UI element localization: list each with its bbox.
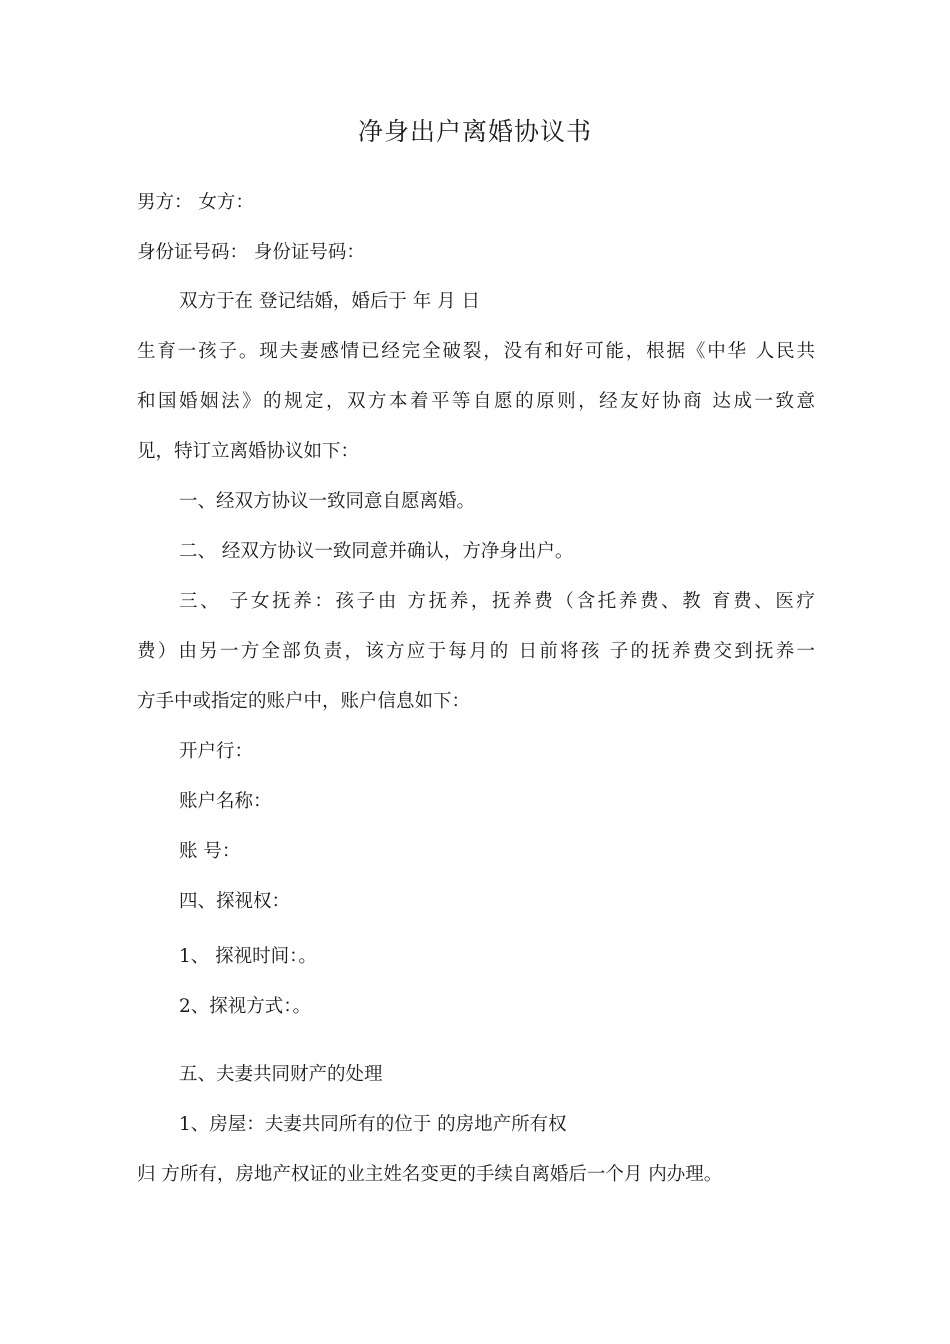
document-title: 净身出户离婚协议书 (357, 117, 592, 146)
bank-name-field: 开户行： (179, 741, 254, 762)
account-number-field: 账 号： (179, 841, 241, 862)
visitation-method-item: 2、探视方式：。 (179, 996, 312, 1017)
body-text-line: 见，特订立离婚协议如下： (137, 441, 360, 462)
clause-three-continued: 方手中或指定的账户中，账户信息如下： (137, 691, 471, 712)
id-number-line: 身份证号码： 身份证号码： (137, 242, 365, 263)
property-item: 1、房屋：夫妻共同所有的位于 的房地产所有权 (179, 1114, 567, 1135)
body-text-line: 生育一孩子。现夫妻感情已经完全破裂，没有和好可能，根据《中华 人民共 (137, 341, 815, 362)
visitation-time-item: 1、 探视时间：。 (179, 946, 317, 967)
party-names-line: 男方： 女方： (137, 192, 254, 213)
account-name-field: 账户名称： (179, 791, 272, 812)
property-item-continued: 归 方所有，房地产权证的业主姓名变更的手续自离婚后一个月 内办理。 (137, 1164, 723, 1185)
marriage-registration-line: 双方于在 登记结婚，婚后于 年 月 日 (179, 291, 481, 312)
clause-three-continued: 费）由另一方全部负责，该方应于每月的 日前将孩 子的抚养费交到抚养一 (137, 641, 815, 662)
clause-one: 一、经双方协议一致同意自愿离婚。 (179, 491, 476, 512)
clause-two: 二、 经双方协议一致同意并确认，方净身出户。 (179, 541, 574, 562)
clause-three: 三、 子女抚养：孩子由 方抚养，抚养费（含托养费、教 育费、医疗 (179, 591, 815, 612)
clause-four-heading: 四、探视权： (179, 891, 291, 912)
clause-five-heading: 五、夫妻共同财产的处理 (179, 1064, 383, 1085)
body-text-line: 和国婚姻法》的规定，双方本着平等自愿的原则，经友好协商 达成一致意 (137, 391, 815, 412)
